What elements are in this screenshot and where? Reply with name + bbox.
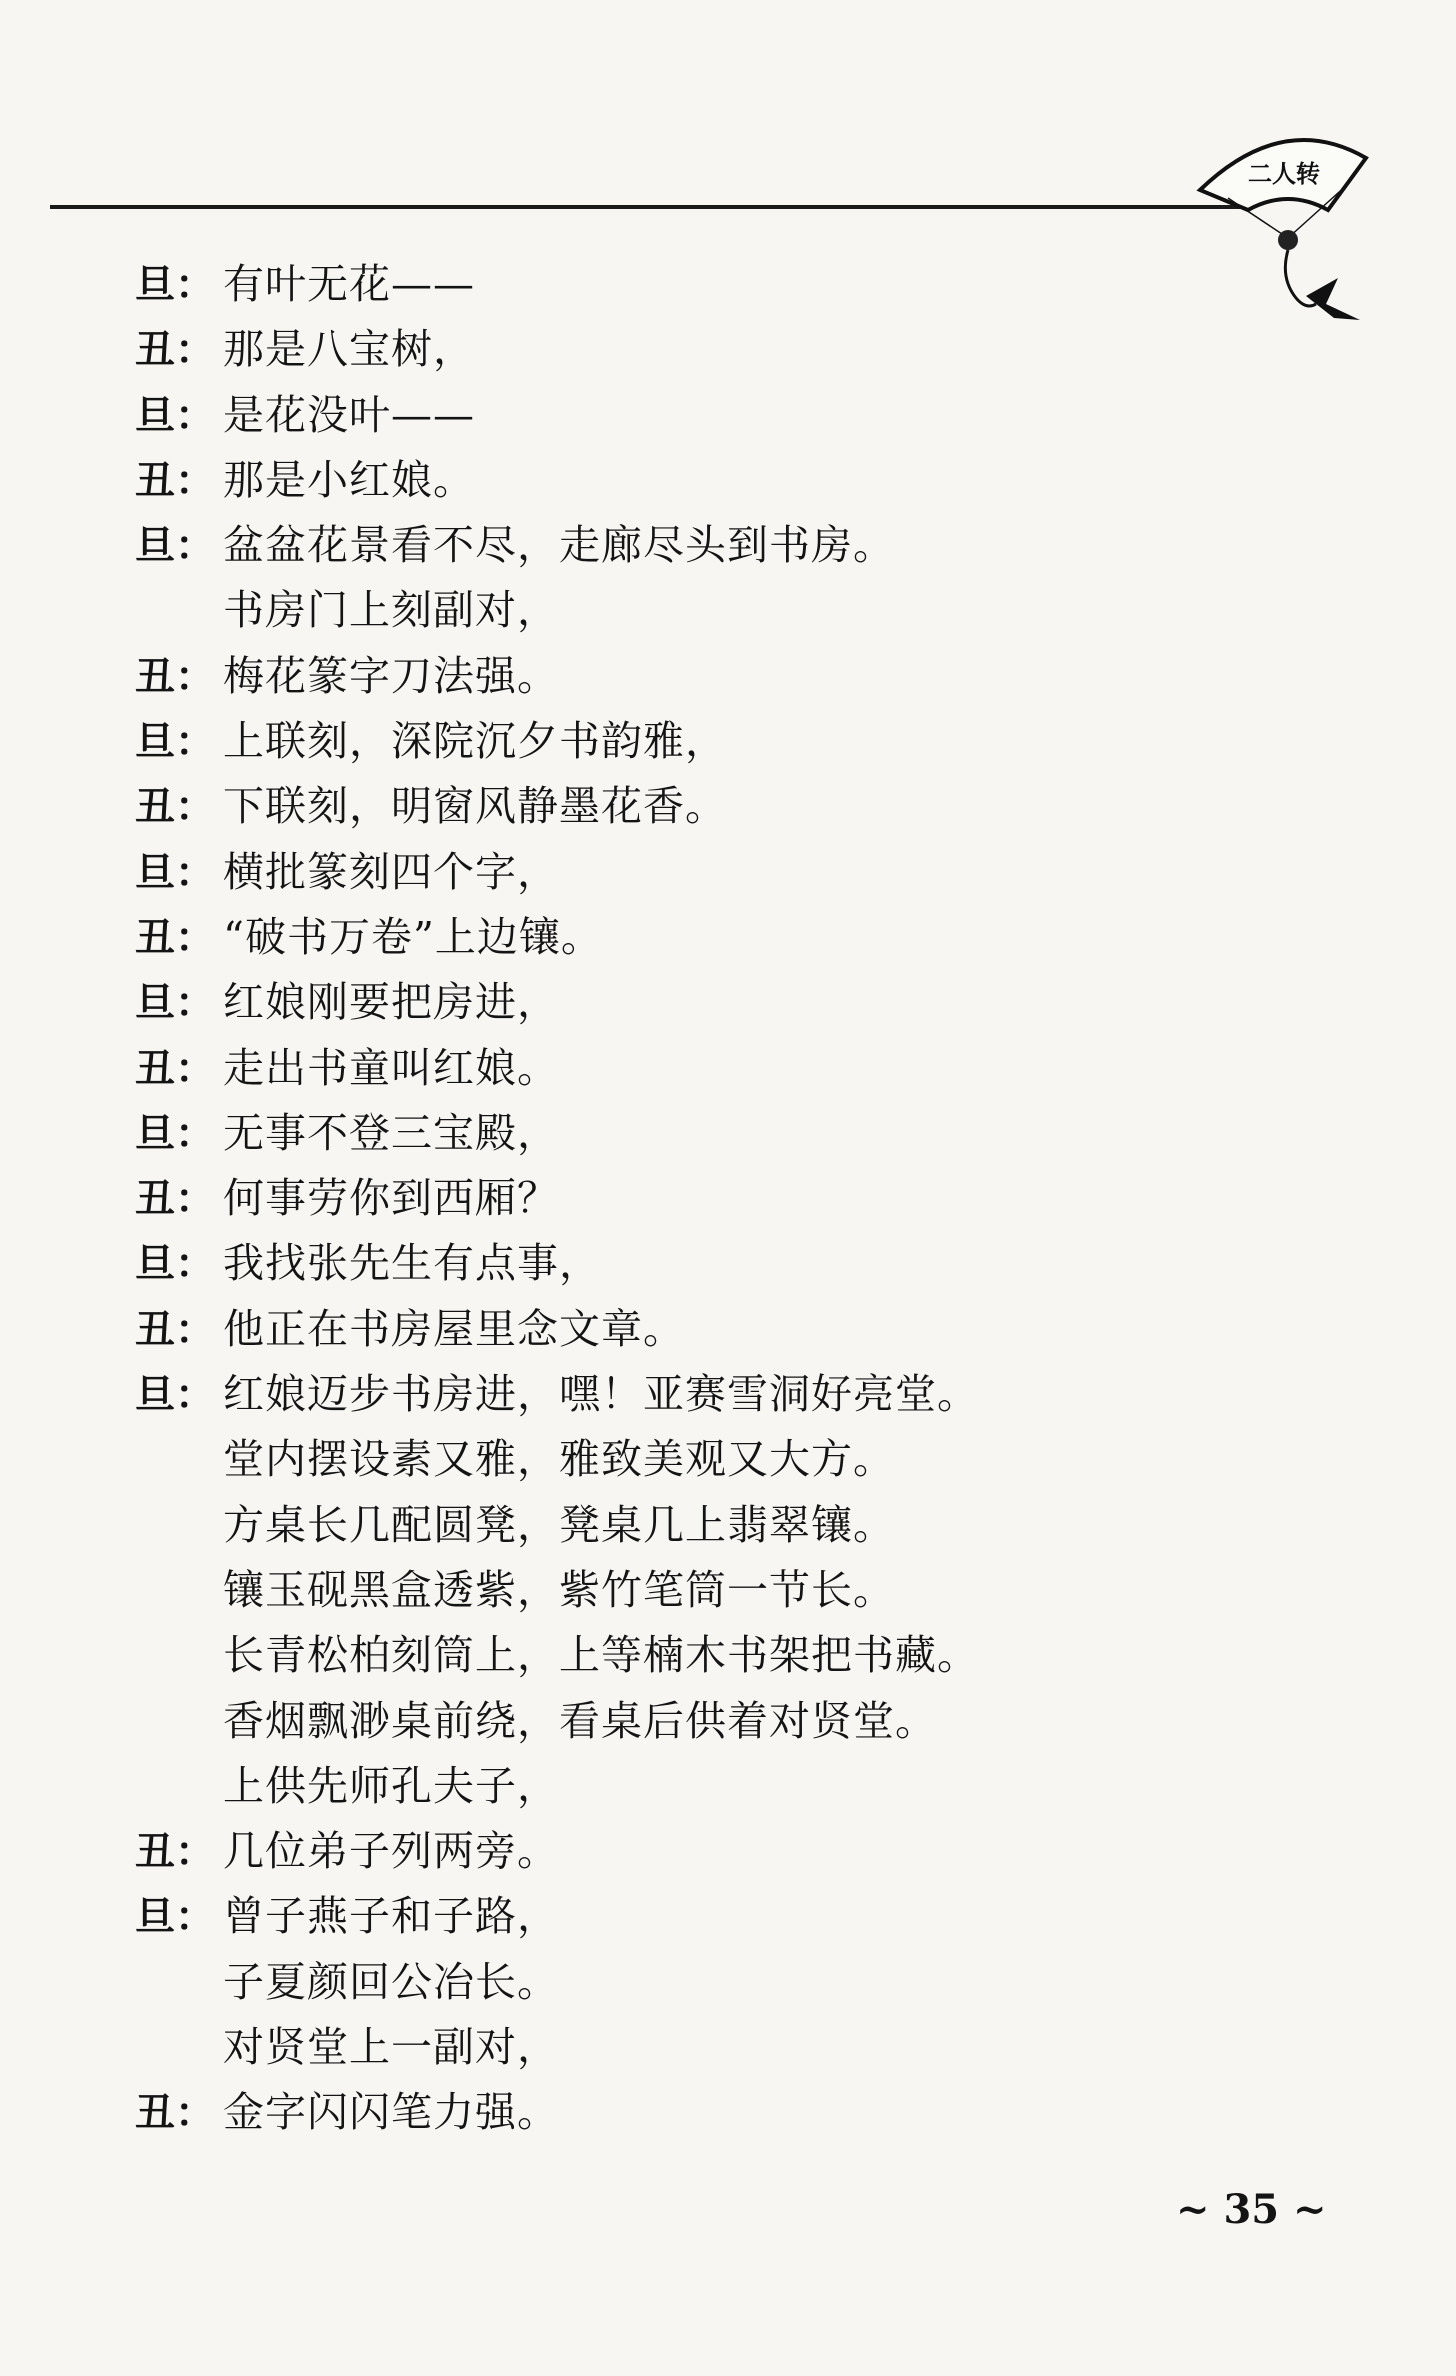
script-line: [135, 252, 1335, 317]
script-line: [135, 1754, 1335, 1819]
script-line: [135, 1950, 1335, 2015]
script-line: [135, 709, 1335, 774]
script-line: [135, 1689, 1335, 1754]
speaker-label: 丑：: [135, 1306, 215, 1353]
script-line: [135, 513, 1335, 578]
script-line: [135, 905, 1335, 970]
speaker-label: 旦：: [135, 849, 215, 896]
speaker-label: 丑：: [135, 457, 215, 504]
speaker-label: 丑：: [135, 2090, 215, 2137]
speaker-label: 丑：: [135, 1045, 215, 1092]
line-text: 他正在书房屋里念文章。: [223, 1304, 685, 1353]
script-line: [135, 970, 1335, 1035]
page-number: ~ 35 ~: [1176, 2186, 1327, 2233]
line-text: “破书万卷”上边镶。: [223, 912, 603, 961]
line-text: 曾子燕子和子路，: [223, 1892, 559, 1941]
line-text: 何事劳你到西厢？: [223, 1174, 559, 1223]
line-text: 是花没叶——: [223, 390, 475, 439]
script-line: [135, 1884, 1335, 1949]
line-text: 红娘刚要把房进，: [223, 978, 559, 1027]
script-line: [135, 1427, 1335, 1492]
speaker-label: 旦：: [135, 980, 215, 1027]
line-text: 那是八宝树，: [223, 325, 475, 374]
speaker-label: 旦：: [135, 719, 215, 766]
line-text: 镶玉砚黑盒透紫，紫竹笔筒一节长。: [223, 1565, 895, 1614]
speaker-label: 丑：: [135, 653, 215, 700]
line-text: 下联刻，明窗风静墨花香。: [223, 782, 727, 831]
line-text: 书房门上刻副对，: [223, 586, 559, 635]
line-text: 子夏颜回公冶长。: [223, 1957, 559, 2006]
line-text: 那是小红娘。: [223, 455, 475, 504]
script-line: [135, 578, 1335, 643]
line-text: 方桌长几配圆凳，凳桌几上翡翠镶。: [223, 1500, 895, 1549]
line-text: 梅花篆字刀法强。: [223, 651, 559, 700]
speaker-label: 丑：: [135, 914, 215, 961]
line-text: 无事不登三宝殿，: [223, 1108, 559, 1157]
speaker-label: 丑：: [135, 1176, 215, 1223]
script-line: [135, 774, 1335, 839]
speaker-label: 旦：: [135, 1372, 215, 1419]
speaker-label: 旦：: [135, 1241, 215, 1288]
line-text: 红娘迈步书房进，嘿！亚赛雪洞好亮堂。: [223, 1370, 979, 1419]
line-text: 上供先师孔夫子，: [223, 1761, 559, 1810]
script-line: [135, 1036, 1335, 1101]
script-line: [135, 1231, 1335, 1296]
line-text: 金字闪闪笔力强。: [223, 2088, 559, 2137]
speaker-label: 旦：: [135, 1894, 215, 1941]
speaker-label: 丑：: [135, 327, 215, 374]
speaker-label: 旦：: [135, 1110, 215, 1157]
speaker-label: 旦：: [135, 262, 215, 308]
line-text: 香烟飘渺桌前绕，看桌后供着对贤堂。: [223, 1696, 937, 1745]
speaker-label: 旦：: [135, 523, 215, 570]
line-text: 堂内摆设素又雅，雅致美观又大方。: [223, 1435, 895, 1484]
header-rule: [50, 205, 1240, 209]
line-text: 有叶无花——: [223, 260, 475, 308]
script-line: [135, 317, 1335, 382]
script-line: [135, 383, 1335, 448]
line-text: 盆盆花景看不尽，走廊尽头到书房。: [223, 521, 895, 570]
script-line: [135, 1362, 1335, 1427]
script-line: [135, 1558, 1335, 1623]
script-line: [135, 840, 1335, 905]
script-line: [135, 1819, 1335, 1884]
line-text: 横批篆刻四个字，: [223, 847, 559, 896]
speaker-label: 丑：: [135, 1829, 215, 1876]
line-text: 几位弟子列两旁。: [223, 1827, 559, 1876]
line-text: 对贤堂上一副对，: [223, 2023, 559, 2072]
line-text: 走出书童叫红娘。: [223, 1043, 559, 1092]
script-line: [135, 448, 1335, 513]
speaker-label: 丑：: [135, 784, 215, 831]
script-lines: [135, 252, 1335, 2146]
script-line: [135, 2015, 1335, 2080]
line-text: 长青松柏刻筒上，上等楠木书架把书藏。: [223, 1631, 979, 1680]
script-line: [135, 1101, 1335, 1166]
script-line: [135, 2080, 1335, 2145]
speaker-label: 旦：: [135, 392, 215, 439]
script-line: [135, 1623, 1335, 1688]
line-text: 我找张先生有点事，: [223, 1239, 601, 1288]
script-line: [135, 1166, 1335, 1231]
script-line: [135, 1493, 1335, 1558]
script-line: [135, 1297, 1335, 1362]
line-text: 上联刻，深院沉夕书韵雅，: [223, 717, 727, 766]
script-line: [135, 644, 1335, 709]
emblem-text: 二人转: [1248, 160, 1320, 188]
